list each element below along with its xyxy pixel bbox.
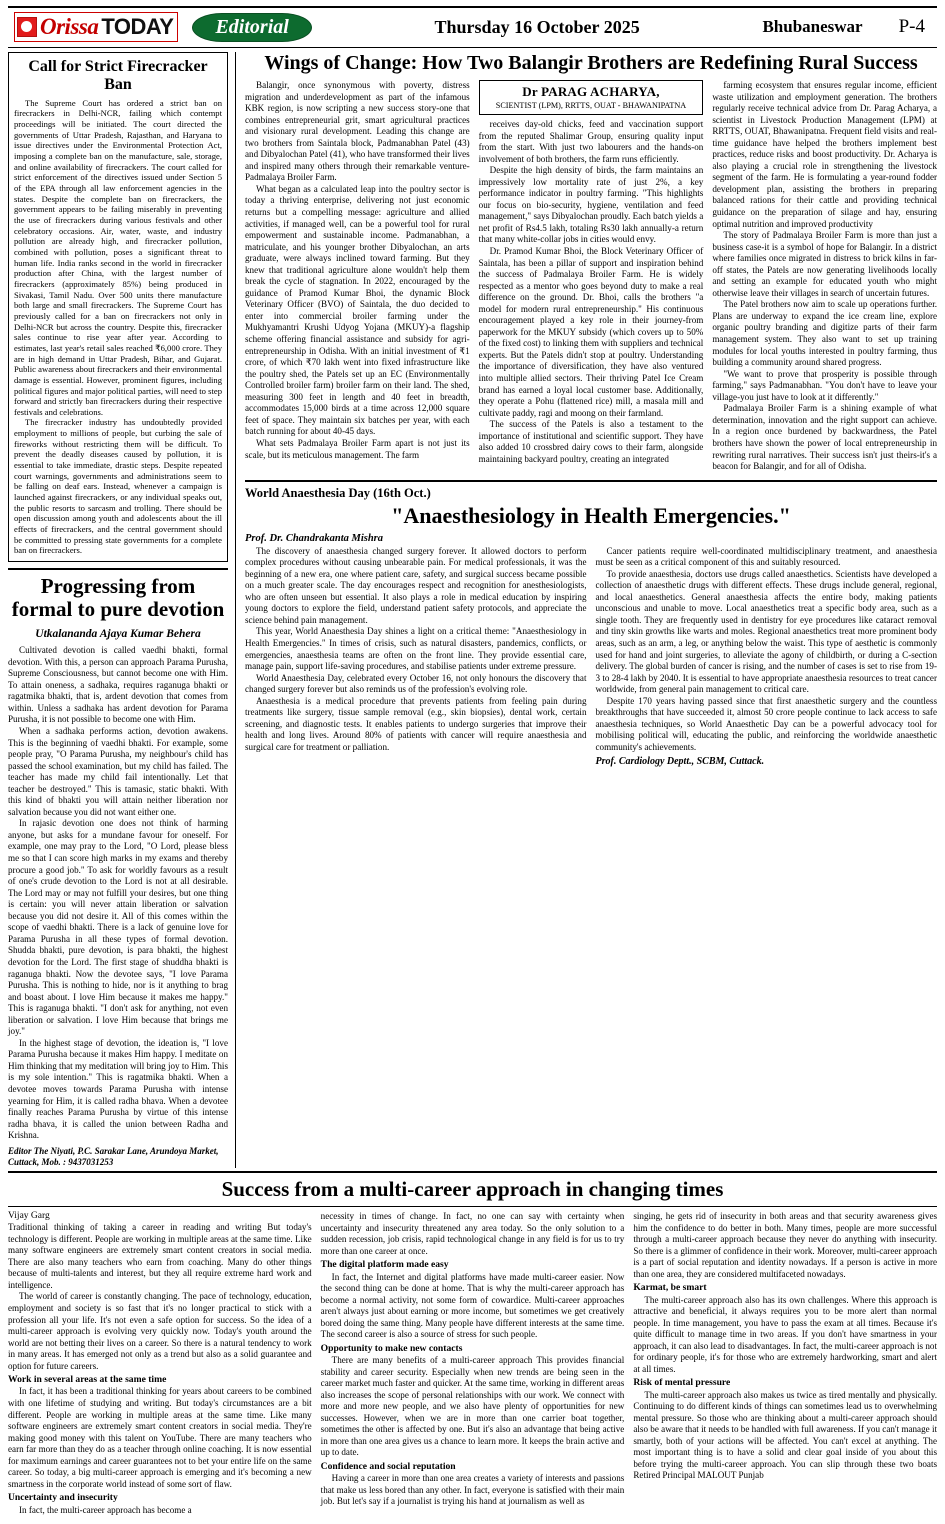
paragraph: What began as a calculated leap into the poultry sector is today a thriving enterprise, delivering not just economic returns but a compelling message: agriculture and allied activities, if managed well, can be a powerful tool for rural empowerment and sustainable income. Padmanabhan, a matriculate, and his younger brother Dibyalochan, an arts graduate, were always inclined toward farming. But they knew that traditional agriculture alone wouldn't help them break the cycle of stagnation. In 2022, encouraged by the guidance of Pramod Kumar Bhoi, the dynamic Block Veterinary Officer (BVO) of Saintala, the duo decided to enter into commercial broiler farming under the Mukhyamantri Krushi Udyog Yojana (MKUY)-a flagship scheme offering financial assistance and subsidy for agri-entrepreneurship in Odisha. With an initial investment of ₹1 crore, of which ₹70 lakh went into fixed infrastructure like the poultry shed, the Patels set up an EC (Environmentally Controlled broiler farm) broiler farm on their land. The shed, measuring 300 feet in length and 40 feet in breadth, accommodates 15,000 birds at a time across 12,000 square feet of space. They maintain six batches per year, with each batch running for about 40-45 days. (245, 183, 470, 437)
paragraph: The Patel brothers now aim to scale up operations further. Plans are underway to expand the ice cream line, explore organic poultry branding and digitize parts of their farm management system. They also want to set up training modules for local youths interested in poultry farming, thus building a community around shared progress. (712, 299, 938, 368)
anaesthesia-footer: Prof. Cardiology Deptt., SCBM, Cuttack. (595, 756, 765, 768)
paragraph: "We want to prove that prosperity is possible through farming," says Padmanabhan. "You don't have to leave your village-you just have to look at it differently." (712, 368, 938, 402)
paragraph: Traditional thinking of taking a career in reading and writing But today's technology is different. People are working in multiple areas at the same time. Like many software engineers are extremely smart content creators in social media. There are also many teachers who earn from coaching. Many do other things because of multi-talents and interest, but they all require extreme hard work and intelligence. (8, 1222, 312, 1290)
right-column (236, 52, 937, 1168)
publication-logo (14, 12, 178, 42)
paragraph: There are many benefits of a multi-career approach This provides financial stability and career security. Especially when new trends are being seen in the career market much faster and quicker. At the same time, working in different areas also increases the scope of personal relationships with our work. We connect with more and more new people, and we also have plenty of opportunities for new successes. However, when we are in more than one carrier boat together, sometimes the other is affected by one. But it's also an advantage that being active in more than one area gives us a chance to learn more. It keeps the brain active and up to date. (320, 1355, 625, 1458)
paragraph: Dr. Pramod Kumar Bhoi, the Block Veterinary Officer of Saintala, has been a pillar of support and inspiration behind the success of Padmalaya Broiler Farm. He is widely respected as a mentor who goes beyond duty to make a real difference on the ground. Dr. Bhoi, calls the brothers "a model for modern rural entrepreneurship." His continuous encouragement played a key role in their journey-from paperwork for the MKUY subsidy (which covers up to 50% of the fixed cost) to linking them with suppliers and technical experts. But the Patels didn't stop at poultry. Understanding the importance of diversification, they have also ventured into multiple allied sectors. Their thriving Patel Ice Cream brand has earned a loyal local customer base. Additionally, they operate a Pohu (flattened rice) mill, a masala mill and cultivate paddy, ragi and moong on their farmland. (478, 246, 704, 418)
paragraph: Despite the high density of birds, the farm maintains an impressively low mortality rate of just 2%, a key performance indicator in poultry farming. "This highlights our focus on bio-security, hygiene, ventilation and feed management," says Dibyalochan proudly. Each batch yields a net profit of Rs4.5 lakh, totaling Rs30 lakh annually-a return that many white-collar jobs in cities would envy. (478, 165, 704, 245)
paragraph: When a sadhaka performs action, devotion awakens. This is the beginning of vaedhi bhakti. For example, some people pray, "O Parama Purusha, my neighbour's child has passed the school examination, but my child has failed. The teacher has made my child fail intentionally. Let that teacher be destroyed." This is tamasic, static bhakti. With this kind of bhakti you will attain neither liberation nor salvation because you did not want either one. (8, 726, 228, 817)
firecracker-body (14, 98, 222, 556)
paragraph: The discovery of anaesthesia changed surgery forever. It allowed doctors to perform complex procedures without causing unbearable pain. For medical professionals, it was the beginning of a new era, one where patient care, safety, and surgical success became possible on a much greater scale. The day encourages respect and recognition for anesthesiologists, who are often unseen but essential. It also plays a role in medical education by inspiring young doctors to explore the field, understand patient safety protocols, and appreciate the science behind pain management. (245, 545, 587, 625)
author-name: Dr PARAG ACHARYA, (522, 84, 660, 99)
subheading: Confidence and social reputation (320, 1460, 456, 1472)
paragraph: The multi-career approach also makes us twice as tired mentally and physically. Continuing to do different kinds of things can sometimes lead us to overwhelming mental pressure. So those who are thinking about a multi-career approach should also be aware that it needs to be handled with full awareness. If you can't manage it smartly, both of your actions will be affected. You can't excel at anything. The most important thing is to have a solid and clear goal inside of you about this before trying the multi-career approach. You can slip through these two boats Retired Principal MALOUT Punjab (633, 1389, 938, 1481)
anaesthesia-day-label: World Anaesthesia Day (16th Oct.) (245, 485, 431, 500)
paragraph: singing, he gets rid of insecurity in both areas and that security awareness gives him the confidence to do better in both. Many times, people are more successful through a multi-career approach because they never do anything with insecurity. So there is a glimmer of confidence in their work. Moreover, multi-career approach is a part of social reputation and identity nowadays. If a person is active in more than one area, they are considered multifaceted nowadays. (633, 1211, 938, 1279)
success-headline: Success from a multi-career approach in changing times (221, 1177, 724, 1202)
masthead-page-number: P-4 (898, 16, 925, 37)
paragraph: To provide anaesthesia, doctors use drugs called anaesthetics. Scientists have developed a collection of anaesthetic drugs with different effects. These drugs include general, regional, and local anaesthetics. General anaesthesia affects the entire body, making patients unconscious and unable to move. Local anaesthetics treat a specific body area, such as a single tooth. They are frequently used in dentistry for eye procedures like cataract removal and tiny skin growths like warts and moles. Regional anaesthetics treat more prominent body areas, such as an arm, a leg, or anything below the waist. This type of aesthetic is commonly used for hand and joint surgeries, to alleviate the agony of childbirth, or during a C-section delivery. The global burden of cancer is rising, and the number of cases is set to rise from 19-3 to 28-4 lakh by 2040. It is essential to have appropriate anaesthesia resources to treat cancer worldwide, from general pain management to critical care. (595, 568, 937, 695)
paragraph: Cultivated devotion is called vaedhi bhakti, formal devotion. With this, a person can approach Parama Purusha, Supreme Consciousness, but cannot become one with Him. To attain oneness, a sadhaka, requires raganuga bhakti or ragatmika bhakti, that is, ardent devotion that comes from within. Unless a sadhaka has ardent devotion for Parama Purusha, it is not possible to become one with Him. (8, 645, 228, 725)
masthead-date: Thursday 16 October 2025 (434, 16, 640, 37)
devotion-editor-note: Editor The Niyati, P.C. Sarakar Lane, Arundoya Market, Cuttack, Mob. : 9437031253 (8, 1145, 219, 1167)
success-column-2 (321, 1211, 625, 1516)
paragraph: The multi-career approach also has its own challenges. Where this approach is attractive and beneficial, it always requires you to be more alert than normal people. In time management, you have to pass the exam at all times. Because it's quite difficult to manage time in two areas. If you don't have smartness in your approach, it can also lead to disadvantages. In fact, the multi-career approach is not for ordinary people, it's for those who are extremely hardworking, smart and alert at all times. (633, 1294, 938, 1374)
devotion-article (8, 575, 228, 1168)
firecracker-article (8, 52, 228, 562)
paragraph: Despite 170 years having passed since that first anaesthetic surgery and the countless breakthroughs that have succeeded it, almost 50 crore people continue to lack access to safe anaesthesia techniques, so World Anaesthetic Day can be a powerful advocacy tool for mobilising political will, educating the public, and reinforcing the worldwide anaesthetic community's achievements. (595, 695, 937, 752)
paragraph: What sets Padmalaya Broiler Farm apart is not just its scale, but its meticulous management. The farm (245, 437, 470, 460)
success-columns (8, 1211, 937, 1516)
divider (8, 1206, 937, 1207)
divider (8, 568, 228, 570)
paragraph: In rajasic devotion one does not think of harming anyone, but asks for a mundane favour for oneself. For example, one may pray to the Lord, "O Lord, please bless me so that I can score high marks in my exams and thereby procure a good job." To ask for worldly favours as a result of one's crude devotion to the Lord is not at all desirable. The Lord may or may not fulfill your desires, but one thing is certain: you will never attain liberation or salvation because you did not desire it. All of this comes within the scope of vaedhi bhakti. There is a lack of genuine love for Parama Purusha in all these types of formal devotion. Shudda bhakti, pure devotion, is para bhakti, the highest devotion for the Lord. The first stage of shuddha bhakti is raganuga bhakti. Now the devotee says, "I love Parama Purusha. This is nothing to hide, nor is it anything to brag and boast about. I love Him because it makes me happy." This is raganuga bhakti. "I don't ask for anything, not even liberation or salvation. I love Him because that brings me joy." (8, 818, 228, 1037)
success-byline: Vijay Garg (8, 1211, 50, 1222)
anaesthesia-headline: "Anaesthesiology in Health Emergencies." (391, 502, 791, 528)
divider (8, 1171, 937, 1173)
masthead (8, 6, 937, 48)
subheading: Risk of mental pressure (633, 1377, 731, 1389)
firecracker-title: Call for Strict Firecracker Ban (28, 58, 208, 94)
anaesthesia-byline: Prof. Dr. Chandrakanta Mishra (245, 532, 384, 544)
devotion-byline: Utkalananda Ajaya Kumar Behera (35, 628, 201, 641)
anaesthesia-article (245, 486, 937, 770)
success-column-3 (633, 1211, 937, 1516)
paragraph: Anaesthesia is a medical procedure that prevents patients from feeling pain during treatments like surgery, tissue sample removal (e.g., skin biopsies), dental work, certain screening, and diagnostic tests. It enables patients to undergo surgeries that improve their health and long lives. Around 80% of patients with cancer will require anaesthesia and surgical care for treatment or palliation. (245, 695, 587, 752)
anaesthesia-columns (245, 546, 937, 770)
wings-column-1 (245, 80, 470, 473)
logo-today-text: TODAY (101, 14, 174, 39)
anaesthesia-column-2 (596, 546, 938, 770)
paragraph: The Supreme Court has ordered a strict ban on firecrackers in Delhi-NCR, failing which contempt proceedings will be initiated. The court directed the governments of Uttar Pradesh, Rajasthan, and Haryana to issue directives under the Environmental Protection Act, imposing a complete ban on the manufacture, sale, storage, and online availability of firecrackers. The court called for strict enforcement of the directives issued under Section 5 of the EPA through all law enforcement agencies in the states. Despite the complete ban on firecrackers, the government appears to be failing miserably in preventing the use of firecrackers during various festivals and other celebratory occasions. Air, water, waste, and industry pollution are already high, and firecracker pollution, combined with pollution, poses a significant threat to human life. India ranks second in the world in firecracker production after China, with the largest number of firecrackers (approximately 85%) being produced in Sivakasi, Tamil Nadu. Over 500 units there manufacture both large and small firecrackers. The Supreme Court has previously called for a ban on firecrackers not only in Delhi-NCR but across the country. Despite this, firecracker sales continue to rise year after year. According to estimates, last year's retail sales reached ₹6,000 crore. They are in high demand in Uttar Pradesh, Bihar, and Gujarat. Public awareness about firecrackers and their environmental damage is essential. However, prominent figures, including political figures and major political parties, will need to step forward and strictly ban firecrackers during their respective festivals and celebrations. (14, 97, 222, 417)
logo-orissa-text: Orissa (40, 14, 99, 39)
success-column-1 (8, 1211, 312, 1516)
paragraph: In fact, the Internet and digital platforms have made multi-career easier. Now the second thing can be done at home. That is why the multi-career approach has become a normal activity, not some form of cowardice. Multi-career approaches aren't always just about earning or more income, but sometimes we get creatively bored doing the same thing. Many people have different interests at the same time. The second career is also a source of stress for such people. (320, 1271, 625, 1340)
paragraph: In fact, it has been a traditional thinking for years about careers to be combined with one lifetime of studying and writing. But today's circumstances are a bit different. People are working in multiple areas at the same time. Like many software engineers are extremely smart content creators in social media. They're making good money with this talent on YouTube. There are many teachers who earn far more than they do as a teacher through online coaching. It is now essential for maximum earnings and career guarantees not to bet your entire life on the same career. So today, a big multi-career approach is emerging and it's becoming a new smartness in the corporate world instead of some sort of flaw. (8, 1386, 312, 1489)
subheading: Karmat, be smart (633, 1282, 707, 1294)
anaesthesia-column-1 (245, 546, 587, 770)
divider (245, 480, 937, 482)
paragraph: This year, World Anaesthesia Day shines a light on a critical theme: "Anaesthesiology in Health Emergencies." In times of crisis, such as natural disasters, pandemics, conflicts, or emergencies, anaesthesia teams are often on the front line. They provide essential care, manage pain, support life-saving procedures, and stabilise patients under extreme pressure. (245, 626, 587, 672)
subheading: Opportunity to make new contacts (320, 1342, 463, 1354)
wings-column-3 (712, 80, 937, 473)
paragraph: farming ecosystem that ensures regular income, efficient waste utilization and employment generation. The brothers regularly receive technical advice from Dr. Parag Acharya, a scientist in Livestock Production Management (LPM) at RRTTS, OUAT, Bhawanipatna. Frequent field visits and real-time guidance have helped the brothers implement best practices, reduce risks and boost productivity. Dr. Acharya is also playing a crucial role in strengthening the livestock segment of the farm. He is formulating a year-round fodder development plan, assisting the brothers in preparing balanced rations for their cattle and providing technical guidance on the preparation of silage and hay, ensuring optimal nutrition and improved productivity (712, 80, 938, 229)
paragraph: necessity in times of change. In fact, no one can say with certainty when uncertainty and insecurity threatened any area today. So the only solution to a sudden recession, job crisis, rapid technological change in any field is for us to try more than one career at once. (320, 1211, 625, 1256)
wings-columns (245, 80, 937, 473)
wings-column-2 (479, 80, 704, 473)
subheading: The digital platform made easy (320, 1259, 449, 1271)
paragraph: World Anaesthesia Day, celebrated every October 16, not only honours the discovery that changed surgery forever but also reminds us of the profession's evolving role. (245, 672, 587, 695)
paragraph: Padmalaya Broiler Farm is a shining example of what determination, innovation and the right support can achieve. In a region once burdened by backwardness, the Patel brothers have shown the power of local entrepreneurship in rewriting rural narratives. Their success isn't just theirs-it's a beacon for Balangir, and for all of Odisha. (712, 403, 938, 472)
paragraph: In fact, the multi-career approach has become a (19, 1504, 192, 1515)
masthead-place: Bhubaneswar (762, 17, 863, 36)
paragraph: The success of the Patels is also a testament to the importance of institutional and scientific support. They have also added 10 crossbred dairy cows to their farm, alongside maintaining backyard poultry, creating an integrated (478, 419, 704, 464)
success-article (8, 1177, 937, 1516)
devotion-body (8, 645, 228, 1142)
wings-article (245, 52, 937, 473)
devotion-title: Progressing from formal to pure devotion (11, 574, 225, 622)
editorial-badge: Editorial (192, 13, 311, 42)
paragraph: The world of career is constantly changing. The pace of technology, education, employment and society is so fast that it's no longer practical to stick with a profession all your life. It's not even a safe option for success. So the idea of a multi-career approach is evolving very quickly now. Today's youth around the world are not betting their lives on a career. So there is a natural tendency to work in many areas. It has emerged not only as a trend but also as a solid guarantee and option for future careers. (8, 1291, 312, 1371)
paragraph: Having a career in more than one area creates a variety of interests and passions that make us less bored than any other. In fact, everyone is satisfied with their main job. But let's say if a journalist is trying his hand at journalism as well as (320, 1473, 625, 1507)
page-content (8, 52, 937, 1168)
subheading: Work in several areas at the same time (8, 1374, 167, 1386)
left-column (8, 52, 236, 1168)
paragraph: Balangir, once synonymous with poverty, distress migration and underdevelopment as part of the infamous KBK region, is now scripting a new success story-one that combines entrepreneurial grit, smart agricultural practices and visionary rural development. Leading this change are two brothers from Saintala block, Padmanabhan Patel (43) and Dibyalochan Patel (41), who have transformed their lives and inspired many others through their remarkable venture-Padmalaya Broiler Farm. (245, 80, 470, 183)
paragraph: receives day-old chicks, feed and vaccination support from the reputed Shalimar Group, ensuring quality input from the start. With just two labourers and the hands-on involvement of both brothers, the farm runs efficiently. (478, 119, 704, 164)
wings-headline: Wings of Change: How Two Balangir Brothers are Redefining Rural Success (264, 52, 918, 74)
author-box (479, 80, 704, 115)
paragraph: Cancer patients require well-coordinated multidisciplinary treatment, and anaesthesia must be seen as a critical component of this and suitably resourced. (595, 545, 937, 568)
flag-icon (17, 17, 37, 37)
author-affiliation: SCIENTIST (LPM), RRTTS, OUAT - BHAWANIPATNA (495, 101, 687, 110)
paragraph: The story of Padmalaya Broiler Farm is more than just a business case-it is a symbol of hope for Balangir. In a district where families once migrated in distress to brick kilns in far-off states, the Patels are now generating livelihoods locally and setting an example for educated youth who might otherwise leave their villages in search of uncertain futures. (712, 230, 938, 298)
paragraph: The firecracker industry has undoubtedly provided employment to millions of people, but curbing the sale of fireworks without restricting them will be difficult. To prevent the deadly diseases caused by pollution, it is essential to take immediate, drastic steps. Despite repeated court warnings, governments and administrations seem to be falling on deaf ears. Instead, whenever a campaign is launched against firecrackers, or any individual speaks out, the public resorts to sarcasm and trolling. There should be open discussion among youth and adolescents about the ill effects of firecrackers, and the central government should be committed to pressing state governments for a complete ban on firecrackers. (14, 417, 222, 556)
subheading: Uncertainty and insecurity (8, 1492, 118, 1504)
paragraph: In the highest stage of devotion, the ideation is, "I love Parama Purusha because it makes Him happy. I meditate on Him thinking that my meditation will bring joy to Him. This is my sole intention." This is ragatmika bhakti. When a devotee moves towards Parama Purusha with intense yearning for Him, it is called radha bhava. When a devotee finally reaches Parama Purusha by virtue of this intense radha bhava, it is called the union between Radha and Krishna. (8, 1037, 228, 1141)
